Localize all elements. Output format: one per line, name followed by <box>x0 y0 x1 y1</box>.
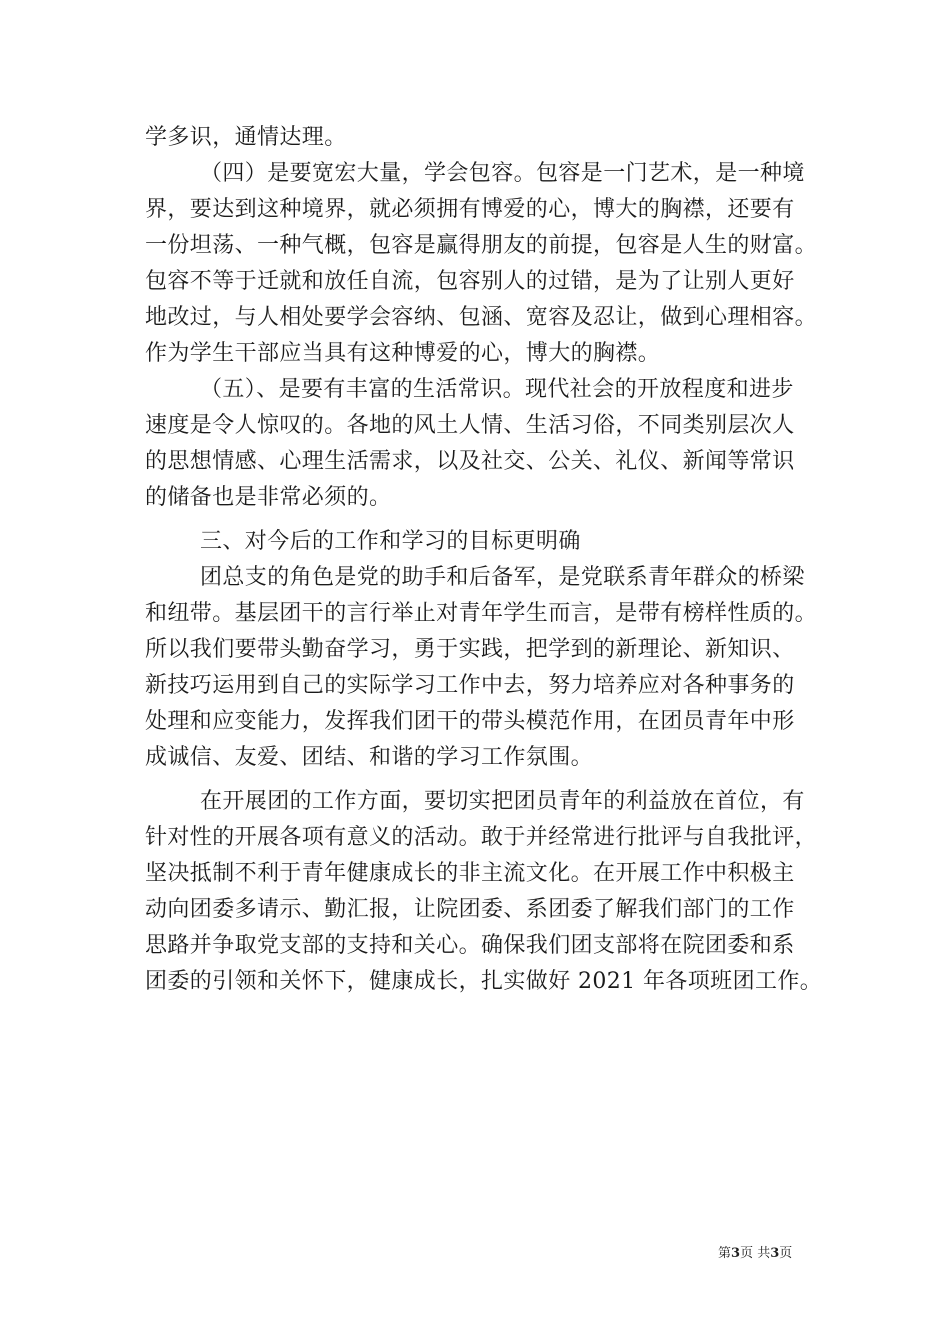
text-line: 针对性的开展各项有意义的活动。敢于并经常进行批评与自我批评， <box>145 825 818 850</box>
text-line: 速度是令人惊叹的。各地的风土人情、生活习俗，不同类别层次人 <box>145 413 795 438</box>
text-line: 团总支的角色是党的助手和后备军，是党联系青年群众的桥梁 <box>200 565 805 590</box>
footer-prefix: 第 <box>718 1246 732 1261</box>
text-line: 界，要达到这种境界，就必须拥有博爱的心，博大的胸襟，还要有 <box>145 197 795 222</box>
text-line: 的思想情感、心理生活需求，以及社交、公关、礼仪、新闻等常识 <box>145 449 795 474</box>
footer-middle: 页 共 <box>740 1246 771 1261</box>
text-line: 地改过，与人相处要学会容纳、包涵、宽容及忍让，做到心理相容。 <box>145 305 818 330</box>
text-line: （五）、是要有丰富的生活常识。现代社会的开放程度和进步 <box>200 377 794 402</box>
current-page-number: 3 <box>731 1246 741 1261</box>
section-heading: 三、对今后的工作和学习的目标更明确 <box>200 529 581 554</box>
total-page-number: 3 <box>770 1246 780 1261</box>
text-line: 包容不等于迁就和放任自流，包容别人的过错，是为了让别人更好 <box>145 269 795 294</box>
text-line: 处理和应变能力，发挥我们团干的带头模范作用，在团员青年中形 <box>145 709 795 734</box>
text-line: 团委的引领和关怀下，健康成长，扎实做好 2021 年各项班团工作。 <box>145 969 823 994</box>
text-line: 和纽带。基层团干的言行举止对青年学生而言，是带有榜样性质的。 <box>145 601 818 626</box>
text-line: 所以我们要带头勤奋学习，勇于实践，把学到的新理论、新知识、 <box>145 637 795 662</box>
text-line: 作为学生干部应当具有这种博爱的心，博大的胸襟。 <box>145 341 661 366</box>
page-number-footer <box>718 1246 792 1262</box>
text-line: 新技巧运用到自己的实际学习工作中去，努力培养应对各种事务的 <box>145 673 795 698</box>
text-line: 成诚信、友爱、团结、和谐的学习工作氛围。 <box>145 745 594 770</box>
text-line: 的储备也是非常必须的。 <box>145 485 392 510</box>
text-line: （四）是要宽宏大量，学会包容。包容是一门艺术，是一种境 <box>200 161 805 186</box>
text-line: 思路并争取党支部的支持和关心。确保我们团支部将在院团委和系 <box>145 933 795 958</box>
text-line: 动向团委多请示、勤汇报，让院团委、系团委了解我们部门的工作 <box>145 897 795 922</box>
text-line: 一份坦荡、一种气概，包容是赢得朋友的前提，包容是人生的财富。 <box>145 233 818 258</box>
footer-suffix: 页 <box>779 1246 793 1261</box>
text-line: 学多识，通情达理。 <box>145 125 347 150</box>
text-line: 坚决抵制不利于青年健康成长的非主流文化。在开展工作中积极主 <box>145 861 795 886</box>
text-line: 在开展团的工作方面，要切实把团员青年的利益放在首位，有 <box>200 789 805 814</box>
